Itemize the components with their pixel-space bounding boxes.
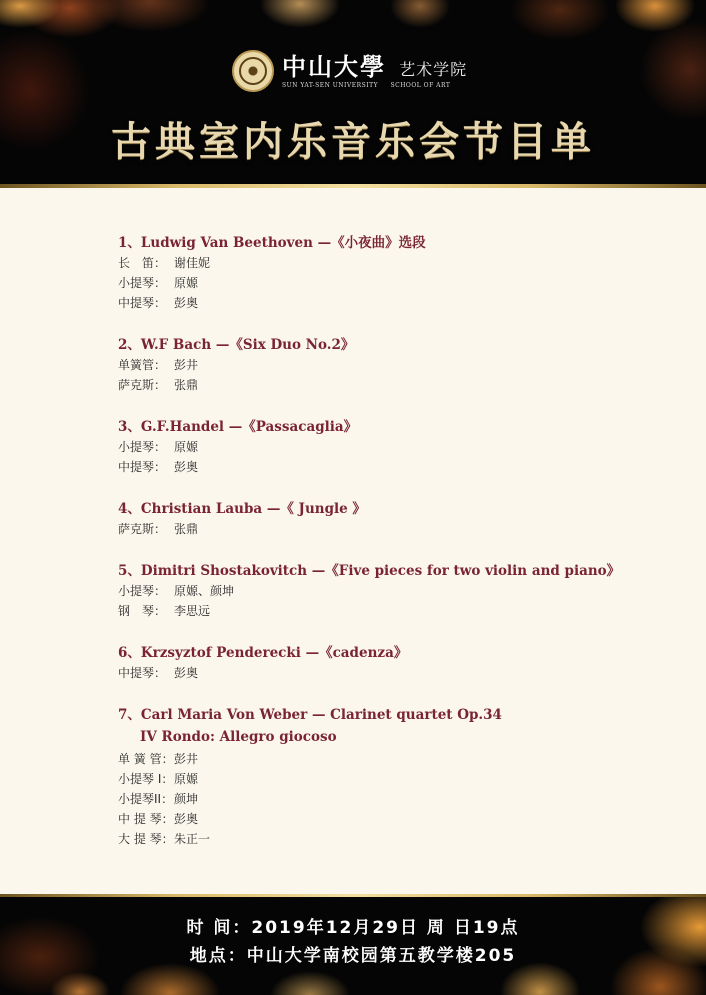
instrument-label: 小提琴 I： bbox=[118, 772, 174, 786]
university-name: 中山大學 bbox=[282, 51, 386, 81]
performer-name: 原嫄、颜坤 bbox=[174, 584, 235, 598]
performer-row bbox=[118, 375, 620, 395]
performer-row bbox=[118, 663, 620, 683]
performer-row bbox=[118, 293, 620, 313]
instrument-label: 大 提 琴： bbox=[118, 832, 174, 846]
performer-name: 颜坤 bbox=[174, 792, 199, 806]
piece-title: 5、Dimitri Shostakovitch —《Five pieces for two violin and piano》 bbox=[118, 563, 621, 579]
performer-row bbox=[118, 519, 620, 539]
instrument-label: 小提琴： bbox=[118, 276, 167, 290]
instrument-label: 小提琴： bbox=[118, 440, 167, 454]
program-item bbox=[118, 335, 620, 395]
piece-title: 2、W.F Bach —《Six Duo No.2》 bbox=[118, 337, 355, 353]
program-item bbox=[118, 643, 620, 683]
performer-row bbox=[118, 581, 620, 601]
event-location: 地点：中山大学南校园第五教学楼205 bbox=[189, 946, 517, 966]
performer-name: 张鼎 bbox=[174, 522, 199, 536]
poster-header bbox=[0, 0, 706, 186]
piece-title: 1、Ludwig Van Beethoven —《小夜曲》选段 bbox=[118, 235, 426, 251]
piece-title: 3、G.F.Handel —《Passacaglia》 bbox=[118, 419, 358, 435]
instrument-label: 中提琴： bbox=[118, 296, 167, 310]
university-logo bbox=[232, 48, 467, 94]
instrument-label: 萨克斯： bbox=[118, 522, 167, 536]
instrument-label: 小提琴II： bbox=[118, 792, 174, 806]
performer-row bbox=[118, 601, 620, 621]
performer-row bbox=[118, 749, 620, 769]
performer-name: 张鼎 bbox=[174, 378, 199, 392]
performer-name: 彭井 bbox=[174, 358, 199, 372]
program-item bbox=[118, 705, 620, 849]
school-name: 艺术学院 bbox=[399, 59, 468, 79]
performer-name: 原嫄 bbox=[174, 276, 199, 290]
performer-row bbox=[118, 809, 620, 829]
instrument-label: 单簧管： bbox=[118, 358, 167, 372]
piece-title: 7、Carl Maria Von Weber — Clarinet quartet Op.34 bbox=[118, 707, 502, 723]
instrument-label: 中提琴： bbox=[118, 666, 167, 680]
instrument-label: 单 簧 管： bbox=[118, 752, 174, 766]
piece-subtitle: IV Rondo: Allegro giocoso bbox=[140, 729, 337, 745]
piece-title: 6、Krzsyztof Penderecki —《cadenza》 bbox=[118, 645, 408, 661]
performer-name: 彭奥 bbox=[174, 296, 199, 310]
instrument-label: 长 笛： bbox=[118, 256, 167, 270]
university-name-en: SUN YAT-SEN UNIVERSITY bbox=[282, 81, 379, 89]
performer-name: 彭奥 bbox=[174, 812, 199, 826]
instrument-label: 萨克斯： bbox=[118, 378, 167, 392]
program-item bbox=[118, 499, 620, 539]
performer-name: 李思远 bbox=[174, 604, 211, 618]
instrument-label: 小提琴： bbox=[118, 584, 167, 598]
program-item bbox=[118, 233, 620, 313]
performer-row bbox=[118, 789, 620, 809]
event-time: 时 间：2019年12月29日 周 日19点 bbox=[186, 918, 520, 938]
performer-name: 彭奥 bbox=[174, 460, 199, 474]
performer-name: 谢佳妮 bbox=[174, 256, 211, 270]
page-title: 古典室内乐音乐会节目单 bbox=[111, 119, 595, 165]
performer-name: 彭井 bbox=[174, 752, 199, 766]
instrument-label: 中提琴： bbox=[118, 460, 167, 474]
performer-name: 原嫄 bbox=[174, 772, 199, 786]
university-seal-icon bbox=[232, 50, 274, 92]
performer-row bbox=[118, 769, 620, 789]
performer-row bbox=[118, 355, 620, 375]
poster-footer bbox=[0, 897, 706, 995]
instrument-label: 中 提 琴： bbox=[118, 812, 174, 826]
performer-row bbox=[118, 273, 620, 293]
performer-row bbox=[118, 829, 620, 849]
program-item bbox=[118, 417, 620, 477]
performer-name: 彭奥 bbox=[174, 666, 199, 680]
performer-row bbox=[118, 437, 620, 457]
performer-name: 原嫄 bbox=[174, 440, 199, 454]
program-item bbox=[118, 561, 620, 621]
school-name-en: SCHOOL OF ART bbox=[390, 81, 451, 89]
program-list bbox=[118, 233, 620, 871]
performer-name: 朱正一 bbox=[174, 832, 211, 846]
performer-row bbox=[118, 457, 620, 477]
piece-title: 4、Christian Lauba —《 Jungle 》 bbox=[118, 501, 366, 517]
instrument-label: 钢 琴： bbox=[118, 604, 167, 618]
program-list-area bbox=[0, 188, 706, 896]
performer-row bbox=[118, 253, 620, 273]
